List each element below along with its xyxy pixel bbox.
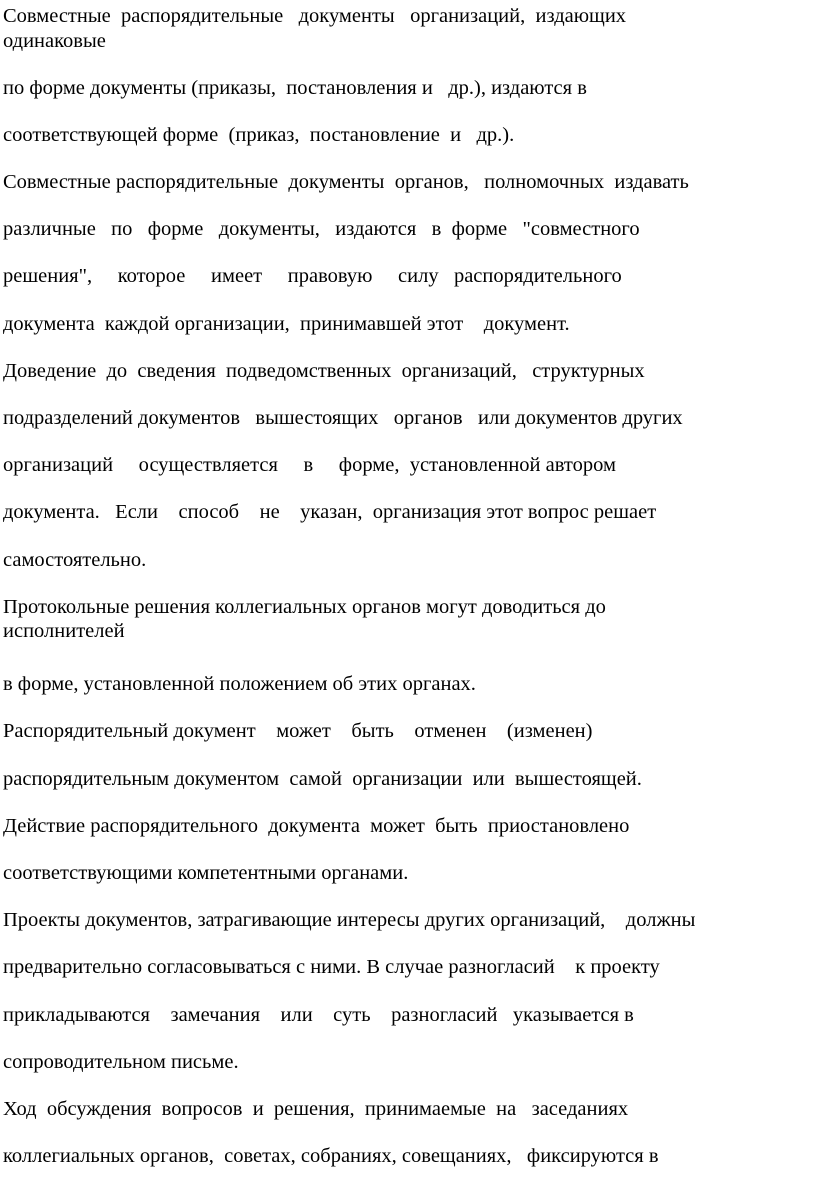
text-line: самостоятельно. [3,548,147,571]
text-line: в форме, установленной положением об этих органах. [3,673,476,696]
text-line: по форме документы (приказы, постановления и др.), издаются в [3,76,587,99]
text-line: Ход обсуждения вопросов и решения, принимаемые на заседаниях [3,1097,629,1120]
text-line: различные по форме документы, издаются в форме "совместного [3,218,640,241]
text-line: Распорядительный документ может быть отменен (изменен) [3,720,593,743]
text-line: Проекты документов, затрагивающие интересы других организаций, должны [3,909,696,932]
text-line: решения", которое имеет правовую силу распорядительного [3,265,622,288]
text-line: Совместные распорядительные документы организаций, издающих [3,5,627,27]
text-line: Протокольные решения коллегиальных органов могут доводиться до [3,595,606,618]
text-line: соответствующей форме (приказ, постановление и др.). [3,123,515,146]
text-line: распорядительным документом самой организации или вышестоящей. [3,767,642,790]
text-line: документа каждой организации, принимавшей этот документ. [3,312,570,335]
text-line: одинаковые [3,29,106,52]
text-line: Действие распорядительного документа может быть приостановлено [3,814,630,837]
text-line: Совместные распорядительные документы органов, полномочных издавать [3,171,689,194]
text-line: предварительно согласовываться с ними. В случае разногласий к проекту [3,956,660,979]
text-line: прикладываются замечания или суть разногласий указывается в [3,1003,634,1026]
text-line: коллегиальных органов, советах, собраниях, совещаниях, фиксируются в [3,1145,659,1168]
text-line: Доведение до сведения подведомственных организаций, структурных [3,359,645,382]
text-line: сопроводительном письме. [3,1050,239,1073]
text-line: документа. Если способ не указан, организация этот вопрос решает [3,501,657,524]
text-line: организаций осуществляется в форме, установленной автором [3,454,616,477]
text-line: соответствующими компетентными органами. [3,862,409,884]
text-line: подразделений документов вышестоящих органов или документов других [3,407,683,429]
text-line: исполнителей [3,620,125,643]
